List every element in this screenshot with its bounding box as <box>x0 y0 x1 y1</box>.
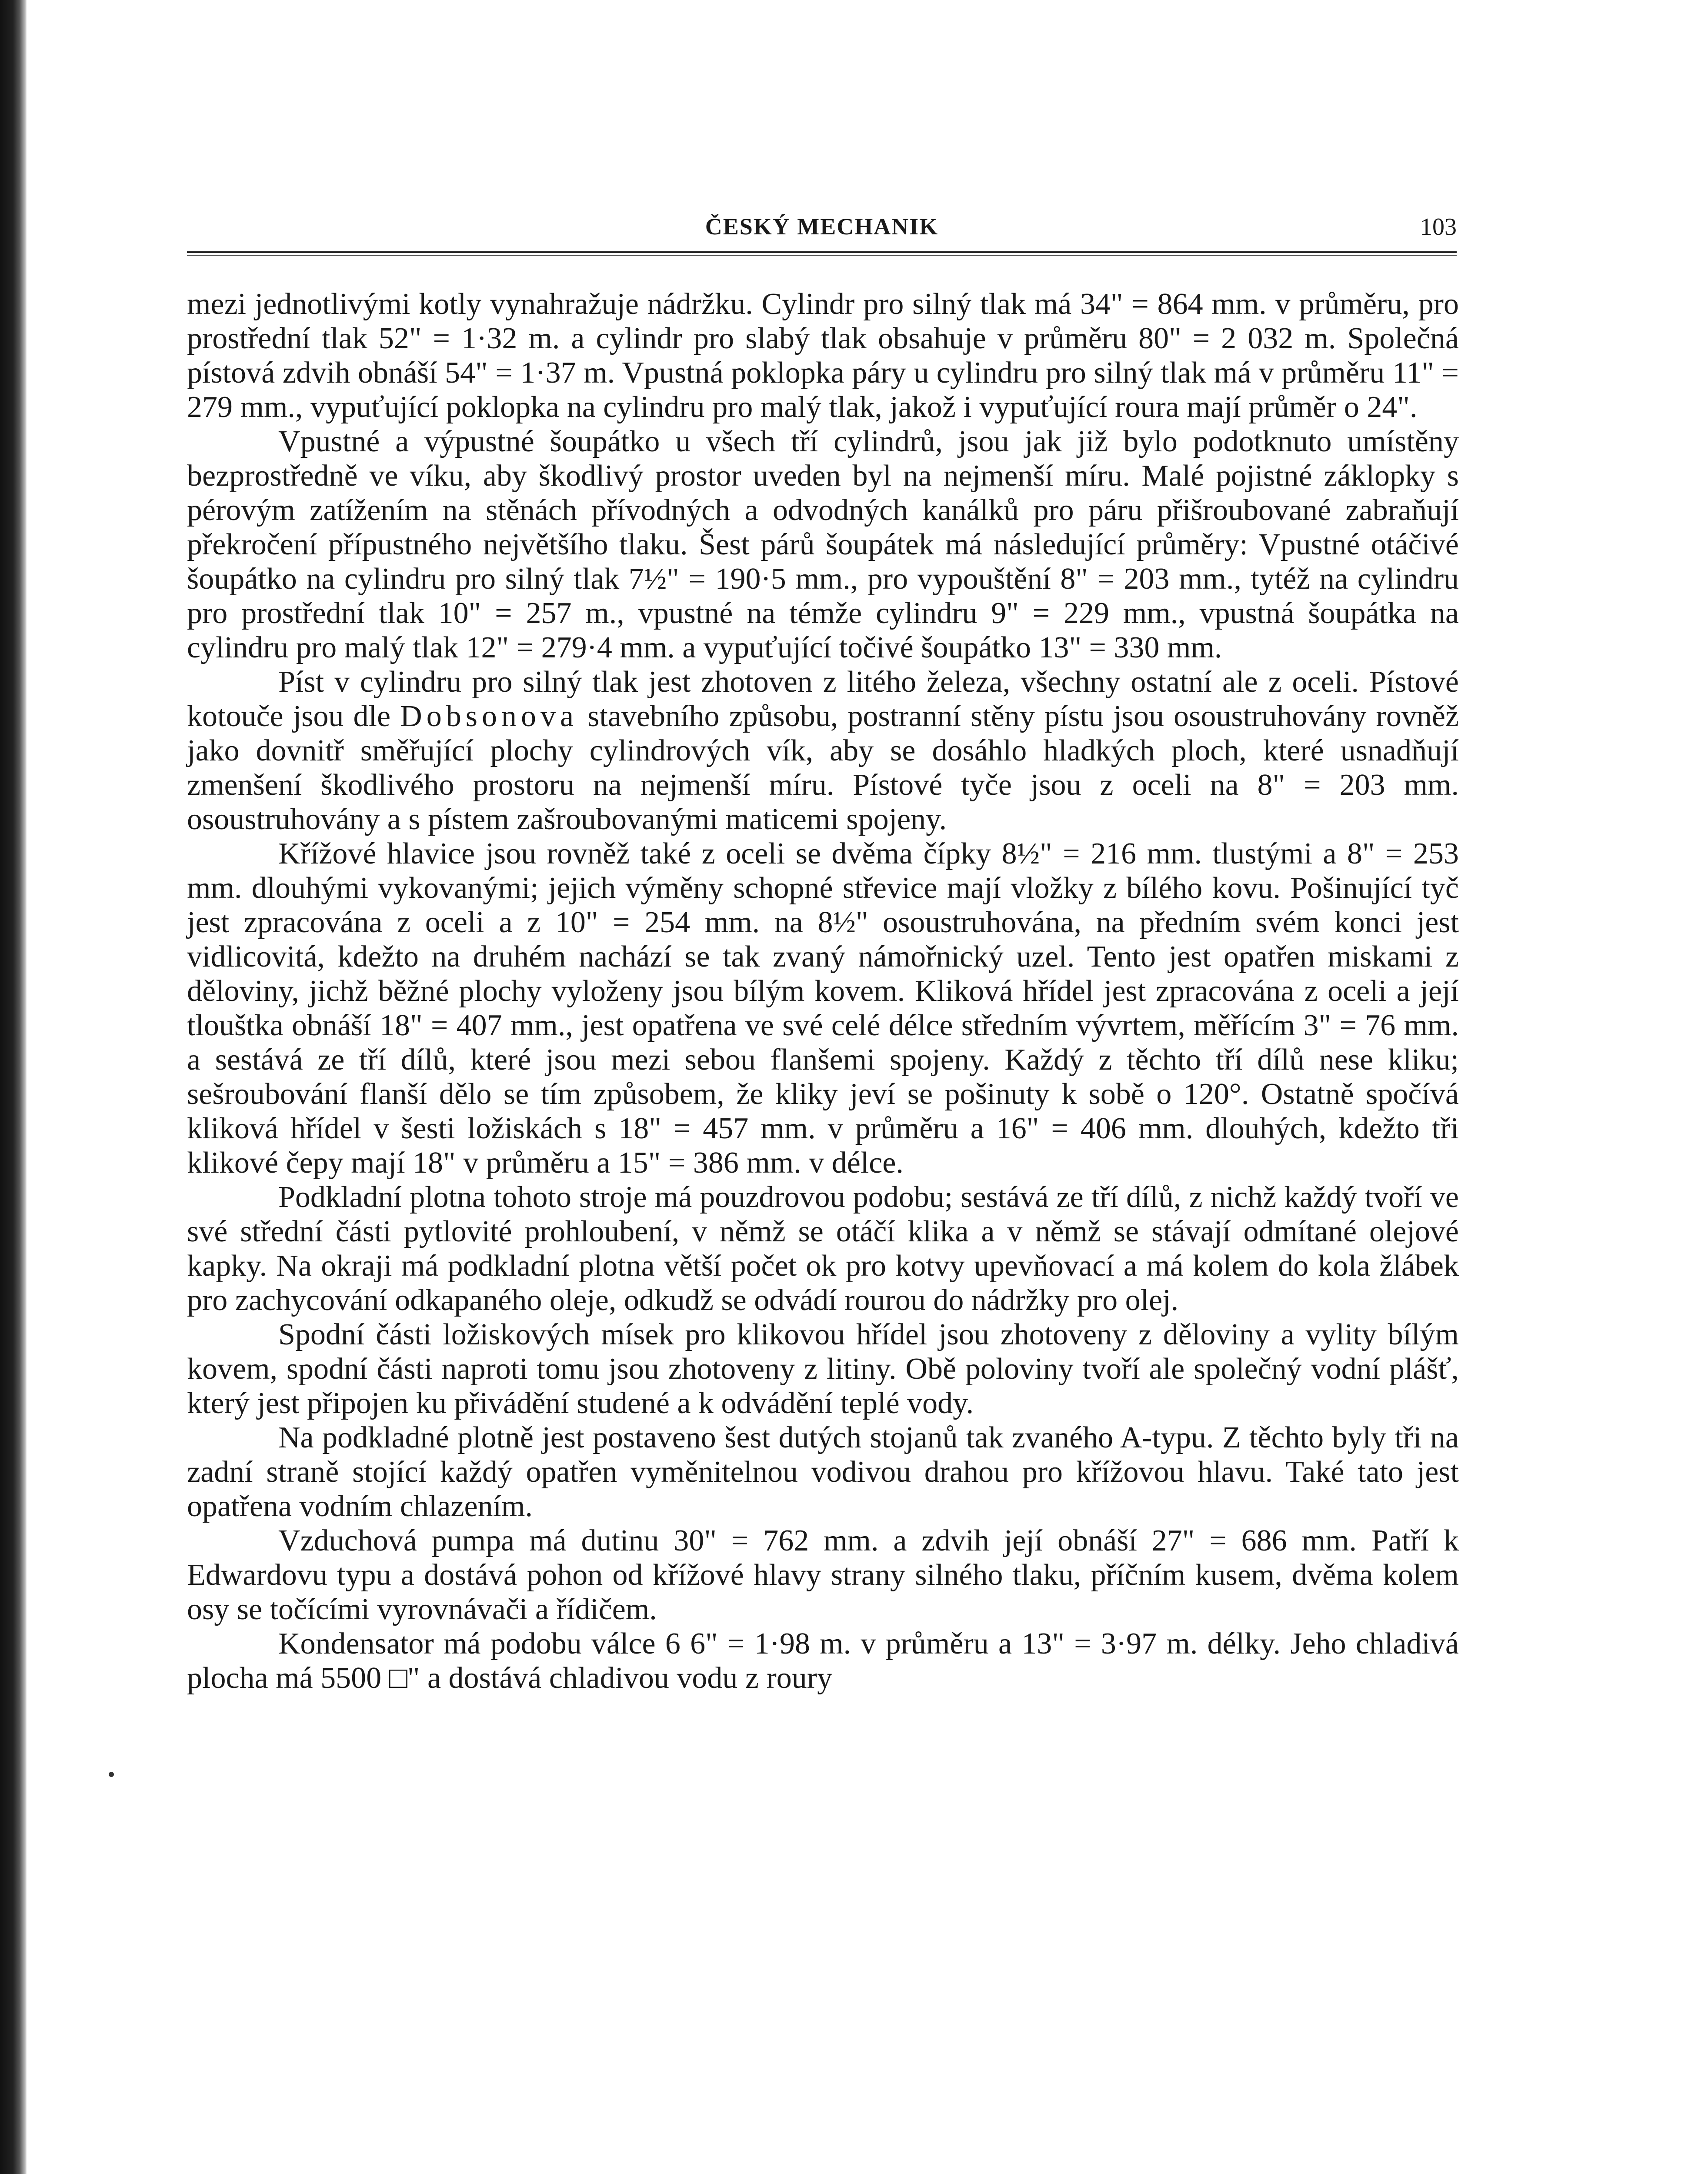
header-rule <box>187 251 1457 256</box>
paragraph-crossheads-crankshaft: Křížové hlavice jsou rovněž také z oceli se dvěma čípky 8½" = 216 mm. tlustými a 8" = 253 mm. dlouhými vykovanými; jejich výměny schopné střevice mají vložky z bílého kovu. Pošinující tyč jest zpracována z oceli a z 10" = 254 mm. na 8½" osoustruhována, na předním svém konci jest vidlicovitá, kdežto na druhém nachází se tak zvaný námořnický uzel. Tento jest opatřen miskami z děloviny, jichž běžné plochy vyloženy jsou bílým kovem. Kliková hřídel jest zpracována z oceli a její tlouštka obnáší 18" = 407 mm., jest opatřena ve své celé délce středním vývrtem, měřícím 3" = 76 mm. a sestává ze tří dílů, které jsou mezi sebou flanšemi spojeny. Každý z těchto tří dílů nese kliku; sešroubování flanší dělo se tím způsobem, že kliky jeví se pošinuty k sobě o 120°. Ostatně spočívá kliková hřídel v šesti ložiskách s 18" = 457 mm. v průměru a 16" = 406 mm. dlouhých, kdežto tři klikové čepy mají 18" v průměru a 15" = 386 mm. v délce. <box>187 837 1459 1180</box>
body-text <box>187 287 1459 1695</box>
paragraph-condenser: Kondensator má podobu válce 6 6" = 1·98 m. v průměru a 13" = 3·97 m. délky. Jeho chladivá plocha má 5500 □" a dostává chladivou vodu z roury <box>187 1627 1459 1695</box>
dobson-name: Dobsonova <box>400 700 578 733</box>
page-left-edge-shadow <box>0 0 27 2174</box>
paragraph-bedplate: Podkladní plotna tohoto stroje má pouzdrovou podobu; sestává ze tří dílů, z nichž každý tvoří ve své střední části pytlovité prohloubení, v němž se otáčí klika a v němž se stávají odmítané olejové kapky. Na okraji má podkladní plotna větší počet ok pro kotvy upevňovací a má kolem do kola žlábek pro zachycování odkapaného oleje, odkudž se odvádí rourou do nádržky pro olej. <box>187 1180 1459 1317</box>
paragraph-bearings: Spodní části ložiskových mísek pro klikovou hřídel jsou zhotoveny z děloviny a vylity bílým kovem, spodní části naproti tomu jsou zhotoveny z litiny. Obě poloviny tvoří ale společný vodní plášť, který jest připojen ku přivádění studené a k odvádění teplé vody. <box>187 1318 1459 1420</box>
paragraph-pistons-part-2: stavebního způsobu, postranní stěny pístu jsou osoustruhovány rovněž jako dovnitř směřující plochy cylindrových vík, aby se dosáhlo hladkých ploch, které usnadňují zmenšení škodlivého prostoru na nejmenší míru. Pístové tyče jsou z oceli na 8" = 203 mm. osoustruhovány a s pístem zašroubovanými maticemi spojeny. <box>187 700 1459 836</box>
paragraph-pistons-part-1: Píst v cylindru pro silný tlak jest zhotoven z litého železa, všechny ostatní ale z oceli. Pístové kotouče jsou dle <box>187 665 1459 733</box>
paragraph-columns: Na podkladné plotně jest postaveno šest dutých stojanů tak zvaného A-typu. Z těchto byly tři na zadní straně stojící každý opatřen vyměnitelnou vodivou drahou pro křížovou hlavu. Také tato jest opatřena vodním chlazením. <box>187 1421 1459 1523</box>
paragraph-boilers-cylinders: mezi jednotlivými kotly vynahražuje nádržku. Cylindr pro silný tlak má 34" = 864 mm. v průměru, pro prostřední tlak 52" = 1·32 m. a cylindr pro slabý tlak obsahuje v průměru 80" = 2 032 m. Společná pístová zdvih obnáší 54" = 1·37 m. Vpustná poklopka páry u cylindru pro silný tlak má v průměru 11" = 279 mm., vypuťující poklopka na cylindru pro malý tlak, jakož i vypuťující roura mají průměr o 24". <box>187 287 1459 424</box>
paragraph-slide-valves: Vpustné a výpustné šoupátko u všech tří cylindrů, jsou jak již bylo podotknuto umístěny bezprostředně ve víku, aby škodlivý prostor uveden byl na nejmenší míru. Malé pojistné záklopky s pérovým zatížením na stěnách přívodných a odvodných kanálků pro páru přišroubované zabraňují překročení přípustného největšího tlaku. Šest párů šoupátek má následující průměry: Vpustné otáčivé šoupátko na cylindru pro silný tlak 7½" = 190·5 mm., pro vypouštění 8" = 203 mm., tytéž na cylindru pro prostřední tlak 10" = 257 m., vpustné na témže cylindru 9" = 229 mm., vpustná šoupátka na cylindru pro malý tlak 12" = 279·4 mm. a vypuťující točivé šoupátko 13" = 330 mm. <box>187 425 1459 664</box>
page-number: 103 <box>1420 213 1457 240</box>
paragraph-pistons <box>187 665 1459 837</box>
paragraph-air-pump: Vzduchová pumpa má dutinu 30" = 762 mm. a zdvih její obnáší 27" = 686 mm. Patří k Edwardovu typu a dostává pohon od křížové hlavy strany silného tlaku, příčním kusem, dvěma kolem osy se točícími vyrovnávači a řídičem. <box>187 1524 1459 1626</box>
margin-dot <box>109 1772 114 1777</box>
journal-title: ČESKÝ MECHANIK <box>705 213 939 240</box>
running-header <box>187 204 1457 261</box>
